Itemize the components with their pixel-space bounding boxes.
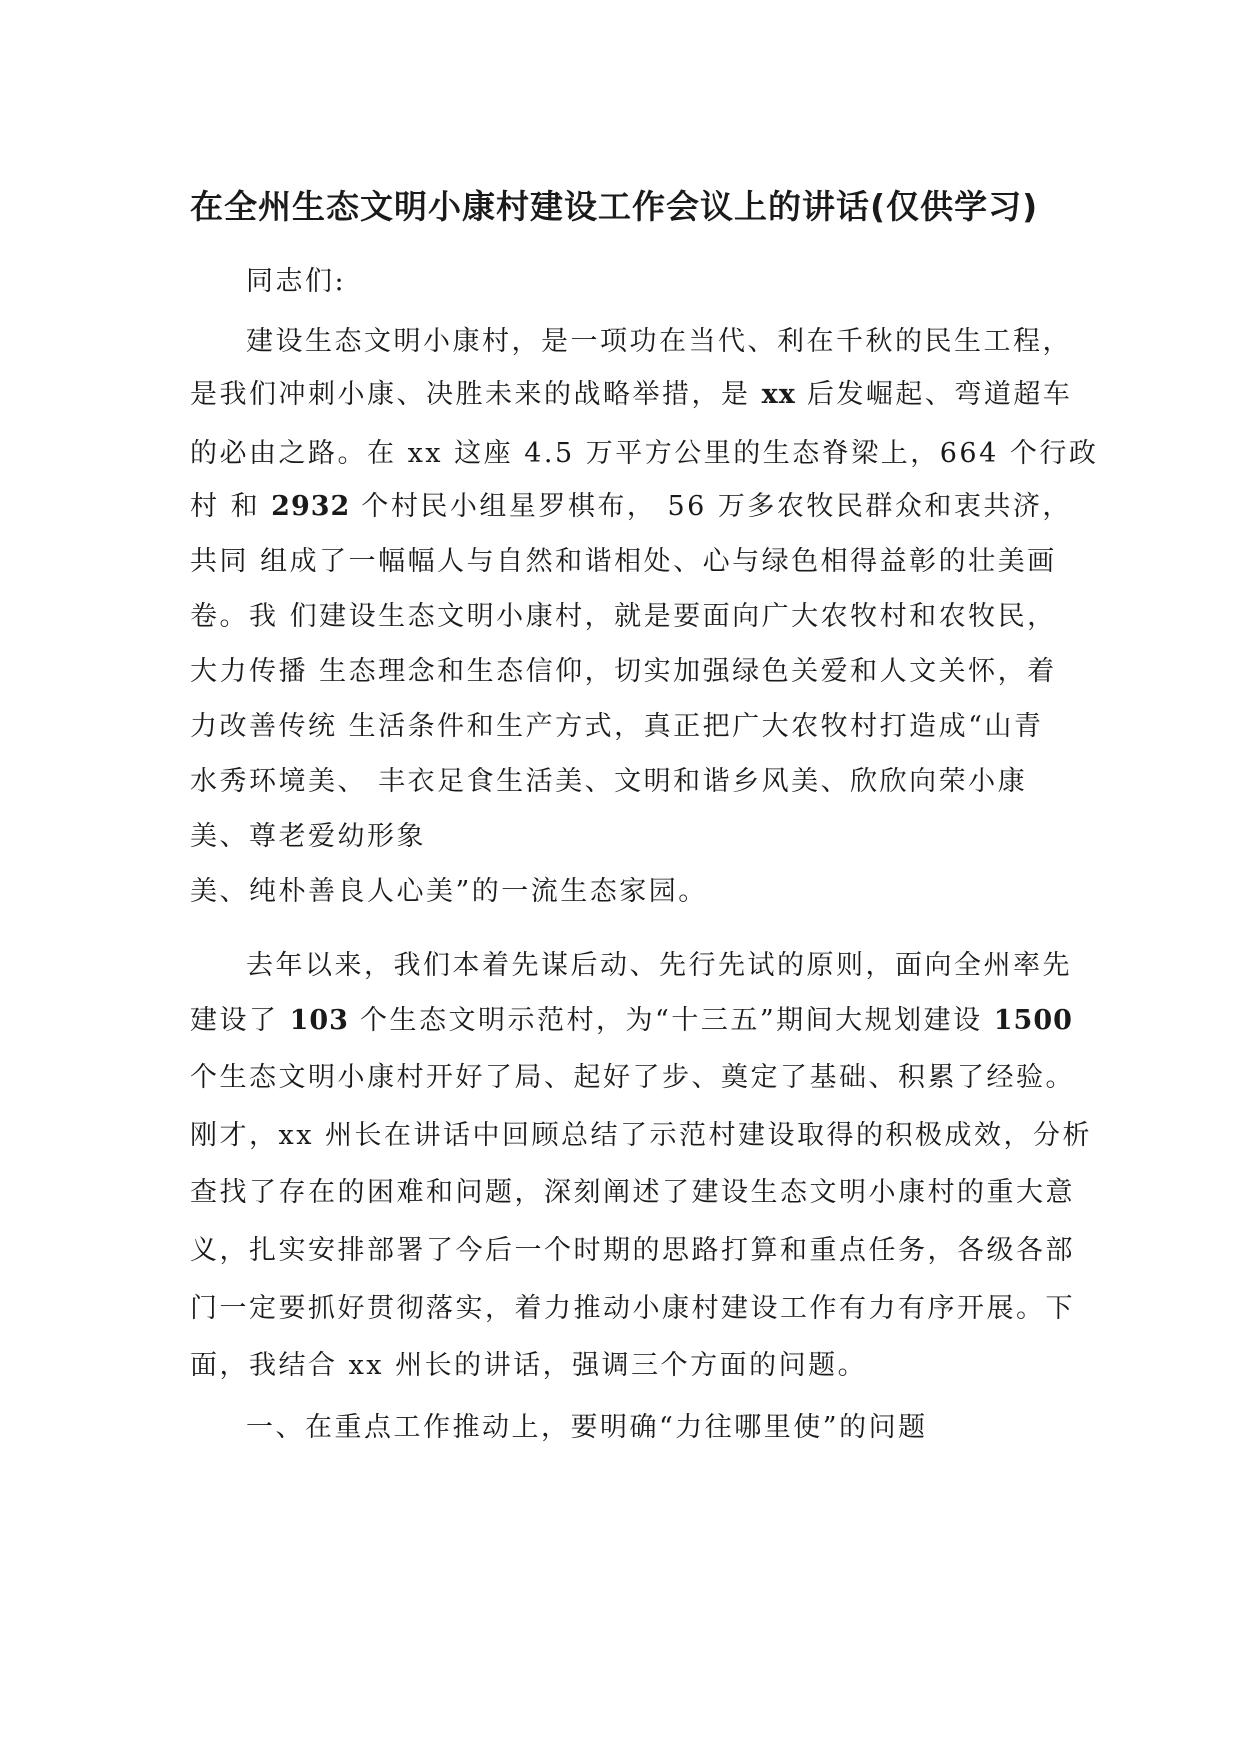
paragraph2-line4: 刚才，xx 州长在讲话中回顾总结了示范村建设取得的积极成效，分析 bbox=[190, 1120, 1093, 1151]
paragraph1-line5: 共同 组成了一幅幅人与自然和谐相处、心与绿色相得益彰的壮美画 bbox=[190, 546, 1057, 577]
paragraph1-line4-bold-number: 2932 bbox=[271, 491, 351, 522]
paragraph1-line7: 大力传播 生态理念和生态信仰，切实加强绿色关爱和人文关怀，着 bbox=[190, 656, 1057, 687]
paragraph1-line2-part-c: 后发崛起、弯道超车 bbox=[795, 379, 1073, 410]
paragraph1-line2-part-a: 是我们冲刺小康、决胜未来的战略举措，是 bbox=[190, 379, 762, 410]
section-heading-1: 一、在重点工作推动上，要明确“力往哪里使”的问题 bbox=[246, 1412, 928, 1443]
paragraph1-line9: 水秀环境美、 丰衣足食生活美、文明和谐乡风美、欣欣向荣小康 bbox=[190, 766, 1028, 797]
paragraph2-line1: 去年以来，我们本着先谋后动、先行先试的原则，面向全州率先 bbox=[246, 950, 1072, 981]
paragraph1-line6: 卷。我 们建设生态文明小康村，就是要面向广大农牧村和农牧民， bbox=[190, 601, 1057, 632]
paragraph1-line4 bbox=[190, 487, 1072, 527]
paragraph1-line2-bold-xx: xx bbox=[761, 379, 796, 410]
paragraph2-line2 bbox=[190, 1001, 1073, 1041]
paragraph2-line3: 个生态文明小康村开好了局、起好了步、奠定了基础、积累了经验。 bbox=[190, 1062, 1075, 1093]
paragraph1-line2 bbox=[190, 375, 1072, 415]
paragraph2-line2-part-c: 个生态文明示范村，为“十三五”期间大规划建设 bbox=[348, 1005, 994, 1036]
paragraph2-line8: 面，我结合 xx 州长的讲话，强调三个方面的问题。 bbox=[190, 1350, 868, 1381]
salutation: 同志们: bbox=[246, 266, 347, 297]
paragraph1-line1: 建设生态文明小康村，是一项功在当代、利在千秋的民生工程， bbox=[246, 326, 1072, 357]
paragraph1-line4-part-c: 个村民小组星罗棋布， 56 万多农牧民群众和衷共济， bbox=[350, 491, 1072, 522]
paragraph2-line2-bold-103: 103 bbox=[289, 1005, 349, 1036]
paragraph2-line7: 门一定要抓好贯彻落实，着力推动小康村建设工作有力有序开展。下 bbox=[190, 1293, 1075, 1324]
paragraph2-line2-bold-1500: 1500 bbox=[993, 1005, 1073, 1036]
paragraph1-line10: 美、尊老爱幼形象 bbox=[190, 821, 426, 852]
paragraph2-line6: 义，扎实安排部署了今后一个时期的思路打算和重点任务，各级各部 bbox=[190, 1235, 1075, 1266]
paragraph1-line4-part-a: 村 和 bbox=[190, 491, 272, 522]
paragraph1-line11: 美、纯朴善良人心美”的一流生态家园。 bbox=[190, 876, 708, 907]
paragraph2-line5: 查找了存在的困难和问题，深刻阐述了建设生态文明小康村的重大意 bbox=[190, 1177, 1075, 1208]
document-title: 在全州生态文明小康村建设工作会议上的讲话(仅供学习) bbox=[190, 187, 1039, 226]
paragraph1-line8: 力改善传统 生活条件和生产方式，真正把广大农牧村打造成“山青 bbox=[190, 711, 1044, 742]
paragraph2-line2-part-a: 建设了 bbox=[190, 1005, 290, 1036]
paragraph1-line3: 的必由之路。在 xx 这座 4.5 万平方公里的生态脊梁上，664 个行政 bbox=[190, 438, 1099, 469]
